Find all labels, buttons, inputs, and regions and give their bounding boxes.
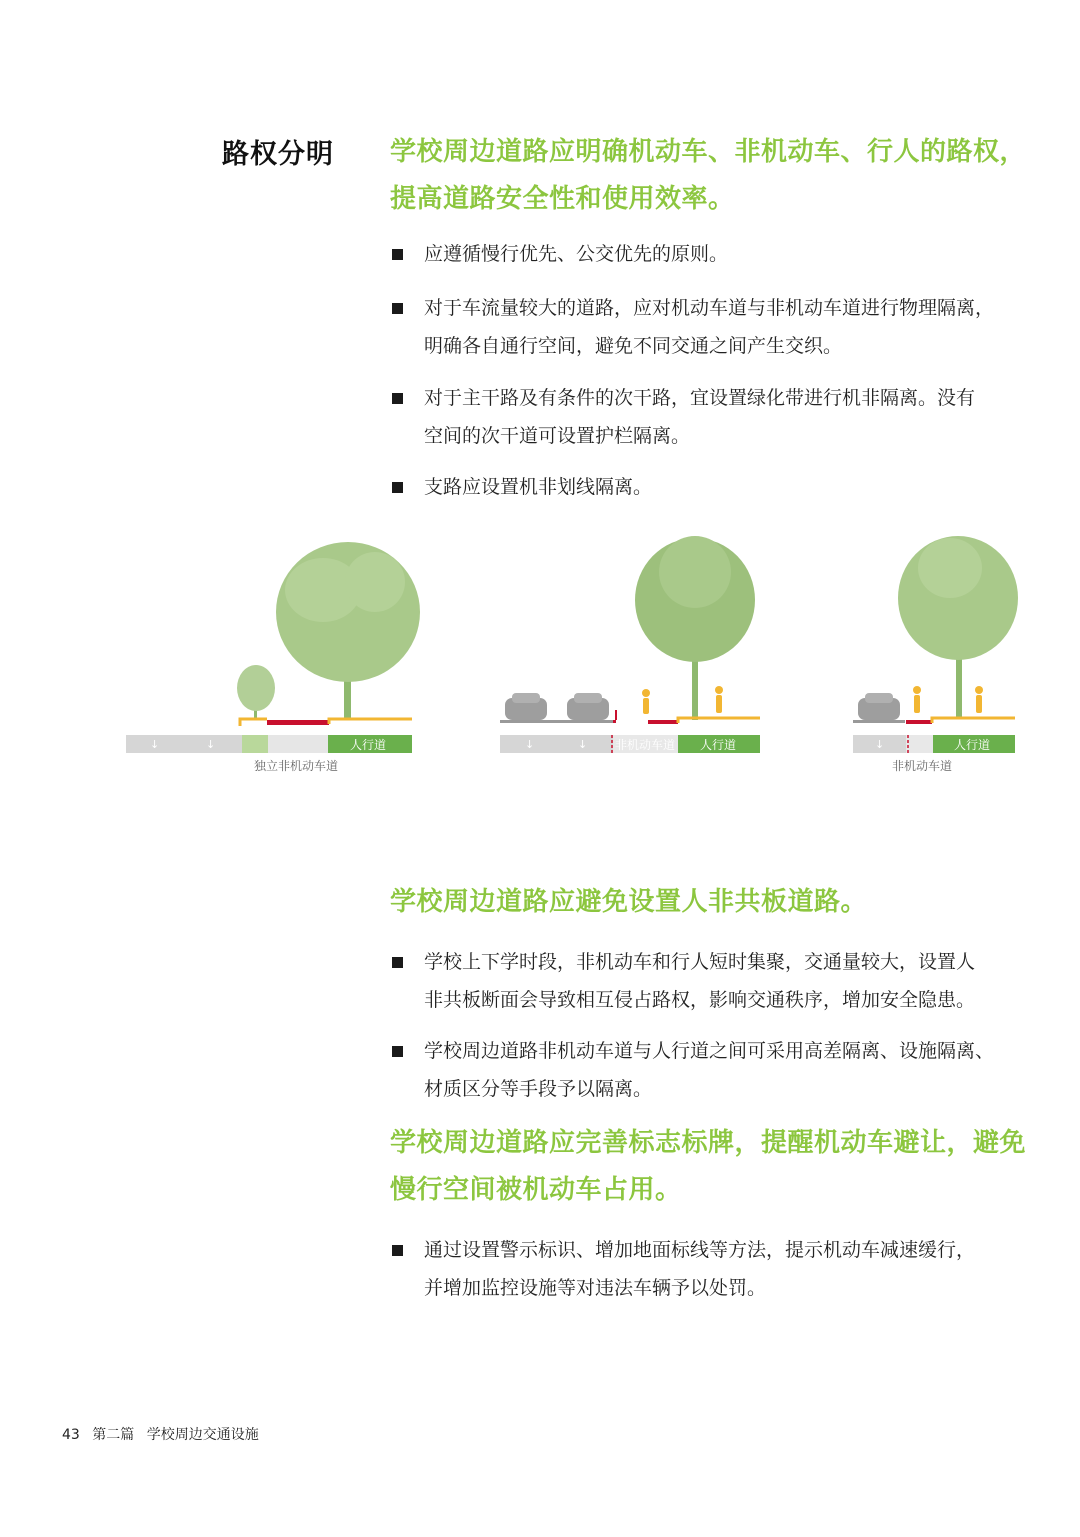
panel-independent-bike-lane — [126, 542, 420, 773]
page-number: 43 — [62, 1427, 80, 1443]
bullet-item — [390, 468, 1040, 506]
bullet-text: 明确各自通行空间，避免不同交通之间产生交织。 — [424, 335, 843, 357]
footer-part: 第二篇 — [92, 1427, 135, 1443]
tree-icon — [635, 536, 755, 720]
panel-caption: 非机动车道 — [892, 759, 953, 773]
car-icon — [505, 693, 547, 720]
bullet-item — [390, 379, 1040, 455]
sidewalk-label: 人行道 — [700, 738, 737, 752]
lane-arrow-icon: ↓ — [206, 738, 216, 751]
bullet-text: 应遵循慢行优先、公交优先的原则。 — [424, 243, 729, 265]
sidewalk-label: 人行道 — [350, 738, 387, 752]
sidewalk-label: 人行道 — [954, 738, 991, 752]
page-footer — [62, 1424, 267, 1444]
footer-chapter: 学校周边交通设施 — [146, 1427, 259, 1443]
bullet-square-icon — [392, 1046, 403, 1057]
bullet-text: 学校上下学时段，非机动车和行人短时集聚，交通量较大，设置人 — [424, 951, 976, 973]
bullet-square-icon — [392, 303, 403, 314]
heading-line: 学校周边道路应完善标志标牌，提醒机动车避让，避免 — [390, 1128, 1027, 1158]
bullet-item — [390, 235, 1040, 273]
bike-lane-label: 非机动车道 — [615, 738, 676, 752]
bullet-square-icon — [392, 482, 403, 493]
small-tree-icon — [237, 665, 275, 718]
pedestrian-icon — [642, 689, 650, 714]
bullet-item — [390, 943, 1040, 1019]
bullet-square-icon — [392, 957, 403, 968]
car-icon — [567, 693, 609, 720]
bullet-item — [390, 1032, 1040, 1108]
bullet-text: 非共板断面会导致相互侵占路权，影响交通秩序，增加安全隐患。 — [424, 989, 976, 1011]
panel-caption: 独立非机动车道 — [254, 759, 339, 773]
section2-heading — [390, 879, 1040, 926]
road-section-diagram — [120, 530, 1030, 780]
tree-icon — [276, 542, 420, 718]
panel-marked-bike-lane — [853, 536, 1018, 773]
heading-line: 慢行空间被机动车占用。 — [390, 1175, 682, 1205]
lane-arrow-icon: ↓ — [525, 738, 535, 751]
pedestrian-icon — [975, 686, 983, 713]
car-icon — [858, 693, 900, 720]
bullet-text: 对于车流量较大的道路，应对机动车道与非机动车道进行物理隔离， — [424, 297, 995, 319]
bullet-text: 材质区分等手段予以隔离。 — [424, 1078, 653, 1100]
pedestrian-icon — [913, 686, 921, 713]
heading-line: 学校周边道路应避免设置人非共板道路。 — [390, 887, 868, 917]
bullet-item — [390, 289, 1040, 365]
bullet-item — [390, 1231, 1040, 1307]
section3-heading — [390, 1120, 1040, 1214]
bullet-square-icon — [392, 393, 403, 404]
road-section-svg — [120, 530, 1030, 780]
section1-heading — [390, 129, 1040, 223]
lane-arrow-icon: ↓ — [875, 738, 885, 751]
bullet-text: 并增加监控设施等对违法车辆予以处罚。 — [424, 1277, 767, 1299]
bullet-square-icon — [392, 1245, 403, 1256]
lane-arrow-icon: ↓ — [150, 738, 160, 751]
heading-line: 学校周边道路应明确机动车、非机动车、行人的路权， — [390, 137, 1027, 167]
side-title: 路权分明 — [222, 139, 334, 170]
bullet-text: 对于主干路及有条件的次干路，宜设置绿化带进行机非隔离。没有 — [424, 387, 976, 409]
bullet-square-icon — [392, 249, 403, 260]
bullet-text: 支路应设置机非划线隔离。 — [424, 476, 653, 498]
panel-bike-lane-barrier — [500, 536, 760, 753]
lane-arrow-icon: ↓ — [578, 738, 588, 751]
bullet-text: 学校周边道路非机动车道与人行道之间可采用高差隔离、设施隔离、 — [424, 1040, 995, 1062]
heading-line: 提高道路安全性和使用效率。 — [390, 184, 735, 214]
pedestrian-icon — [715, 686, 723, 713]
bullet-text: 空间的次干道可设置护栏隔离。 — [424, 425, 691, 447]
bullet-text: 通过设置警示标识、增加地面标线等方法，提示机动车减速缓行， — [424, 1239, 976, 1261]
